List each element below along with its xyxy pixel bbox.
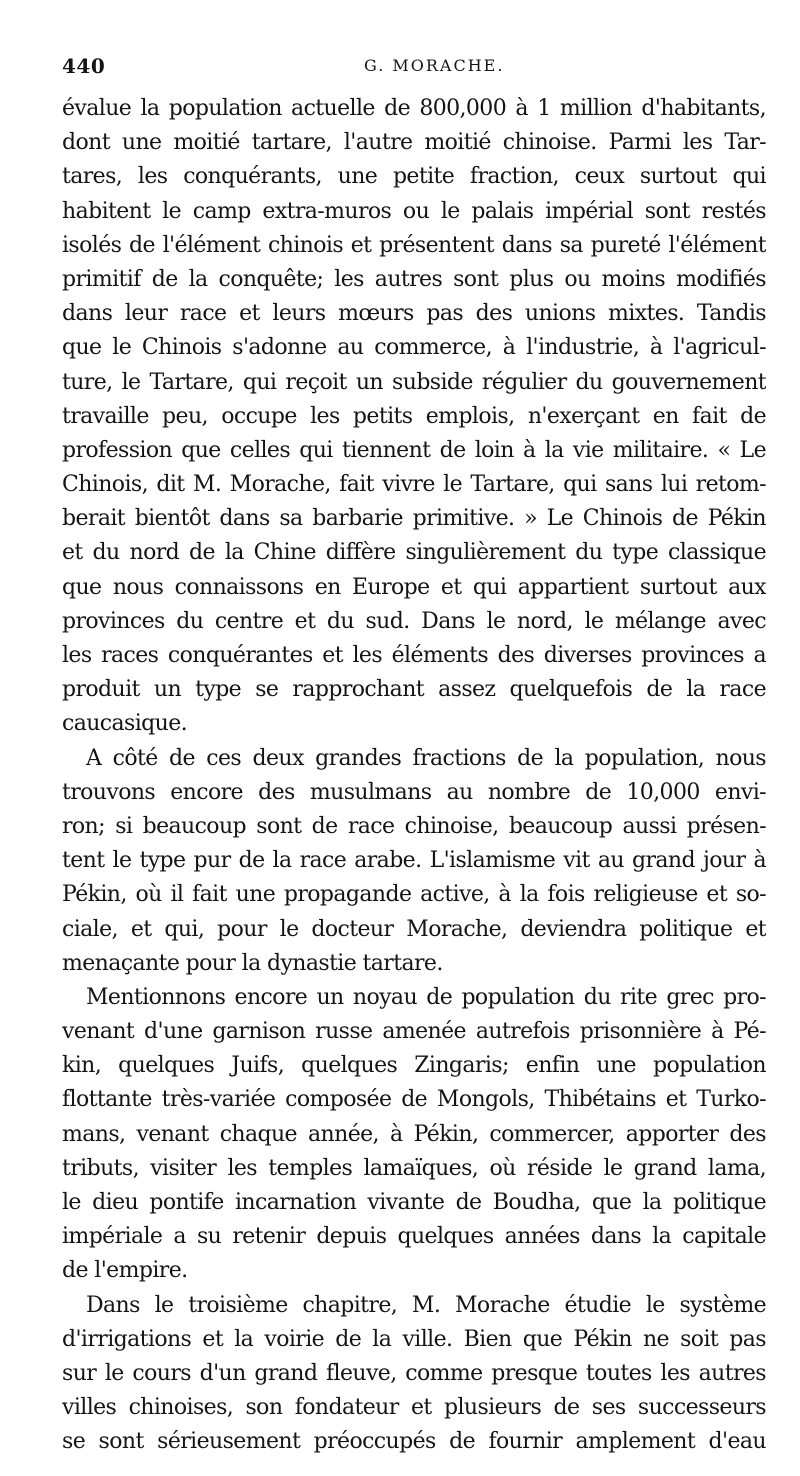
text-line: caucasique.: [62, 711, 188, 737]
text-line: profession que celles qui tiennent de loin à la vie militaire. « Le: [62, 437, 766, 463]
text-line: tributs, visiter les temples lamaïques, où réside le grand lama,: [62, 1155, 766, 1181]
text-line: Pékin, où il fait une propagande active, à la fois religieuse et so-: [62, 882, 766, 908]
text-line: Chinois, dit M. Morache, fait vivre le Tartare, qui sans lui retom-: [62, 472, 766, 498]
text-line: d'irrigations et la voirie de la ville. Bien que Pékin ne soit pas: [62, 1326, 766, 1352]
text-line: ron; si beaucoup sont de race chinoise, beaucoup aussi présen-: [62, 813, 766, 839]
text-line: travaille peu, occupe les petits emplois, n'exerçant en fait de: [62, 403, 766, 429]
body-text: [62, 92, 766, 1460]
text-line: kin, quelques Juifs, quelques Zingaris; enfin une population: [62, 1053, 766, 1079]
text-line: isolés de l'élément chinois et présentent dans sa pureté l'élément: [62, 232, 766, 258]
text-line: trouvons encore des musulmans au nombre de 10,000 envi-: [62, 779, 766, 805]
text-line: de l'empire.: [62, 1258, 188, 1284]
text-line: venant d'une garnison russe amenée autrefois prisonnière à Pé-: [62, 1019, 766, 1045]
text-line: sur le cours d'un grand fleuve, comme presque toutes les autres: [62, 1360, 766, 1386]
text-line: berait bientôt dans sa barbarie primitive. » Le Chinois de Pékin: [62, 506, 766, 532]
page-number: 440: [62, 54, 106, 78]
running-title: G. MORACHE.: [364, 56, 505, 75]
text-line: Dans le troisième chapitre, M. Morache étudie le système: [86, 1292, 766, 1318]
text-line: tent le type pur de la race arabe. L'islamisme vit au grand jour à: [62, 848, 766, 874]
text-line: mans, venant chaque année, à Pékin, commercer, apporter des: [62, 1121, 766, 1147]
text-line: ciale, et qui, pour le docteur Morache, deviendra politique et: [62, 916, 766, 942]
text-line: que le Chinois s'adonne au commerce, à l'industrie, à l'agricul-: [62, 335, 766, 361]
text-line: se sont sérieusement préoccupés de fournir amplement d'eau: [62, 1429, 766, 1455]
text-line: évalue la population actuelle de 800,000 à 1 million d'habitants,: [62, 96, 766, 121]
text-line: impériale a su retenir depuis quelques années dans la capitale: [62, 1224, 766, 1250]
text-line: tares, les conquérants, une petite fraction, ceux surtout qui: [62, 164, 766, 190]
text-line: A côté de ces deux grandes fractions de la population, nous: [86, 745, 766, 771]
text-line: produit un type se rapprochant assez quelquefois de la race: [62, 677, 766, 703]
text-line: provinces du centre et du sud. Dans le nord, le mélange avec: [62, 608, 766, 634]
text-line: flottante très-variée composée de Mongols, Thibétains et Turko-: [62, 1087, 766, 1113]
text-line: Mentionnons encore un noyau de population du rite grec pro-: [86, 984, 766, 1010]
text-line: primitif de la conquête; les autres sont plus ou moins modifiés: [62, 266, 766, 292]
text-line: menaçante pour la dynastie tartare.: [62, 950, 443, 976]
text-line: villes chinoises, son fondateur et plusieurs de ses successeurs: [62, 1395, 766, 1421]
text-line: les races conquérantes et les éléments des diverses provinces a: [62, 643, 766, 668]
text-line: le dieu pontife incarnation vivante de Boudha, que la politique: [62, 1190, 766, 1215]
text-line: et du nord de la Chine diffère singulièrement du type classique: [62, 540, 766, 566]
text-line: ture, le Tartare, qui reçoit un subside régulier du gouvernement: [62, 369, 766, 395]
text-line: que nous connaissons en Europe et qui appartient surtout aux: [62, 574, 766, 600]
page-header: [62, 54, 762, 88]
text-line: dont une moitié tartare, l'autre moitié chinoise. Parmi les Tar-: [62, 130, 766, 156]
text-line: dans leur race et leurs mœurs pas des unions mixtes. Tandis: [62, 301, 766, 327]
text-line: habitent le camp extra-muros ou le palais impérial sont restés: [62, 198, 766, 224]
